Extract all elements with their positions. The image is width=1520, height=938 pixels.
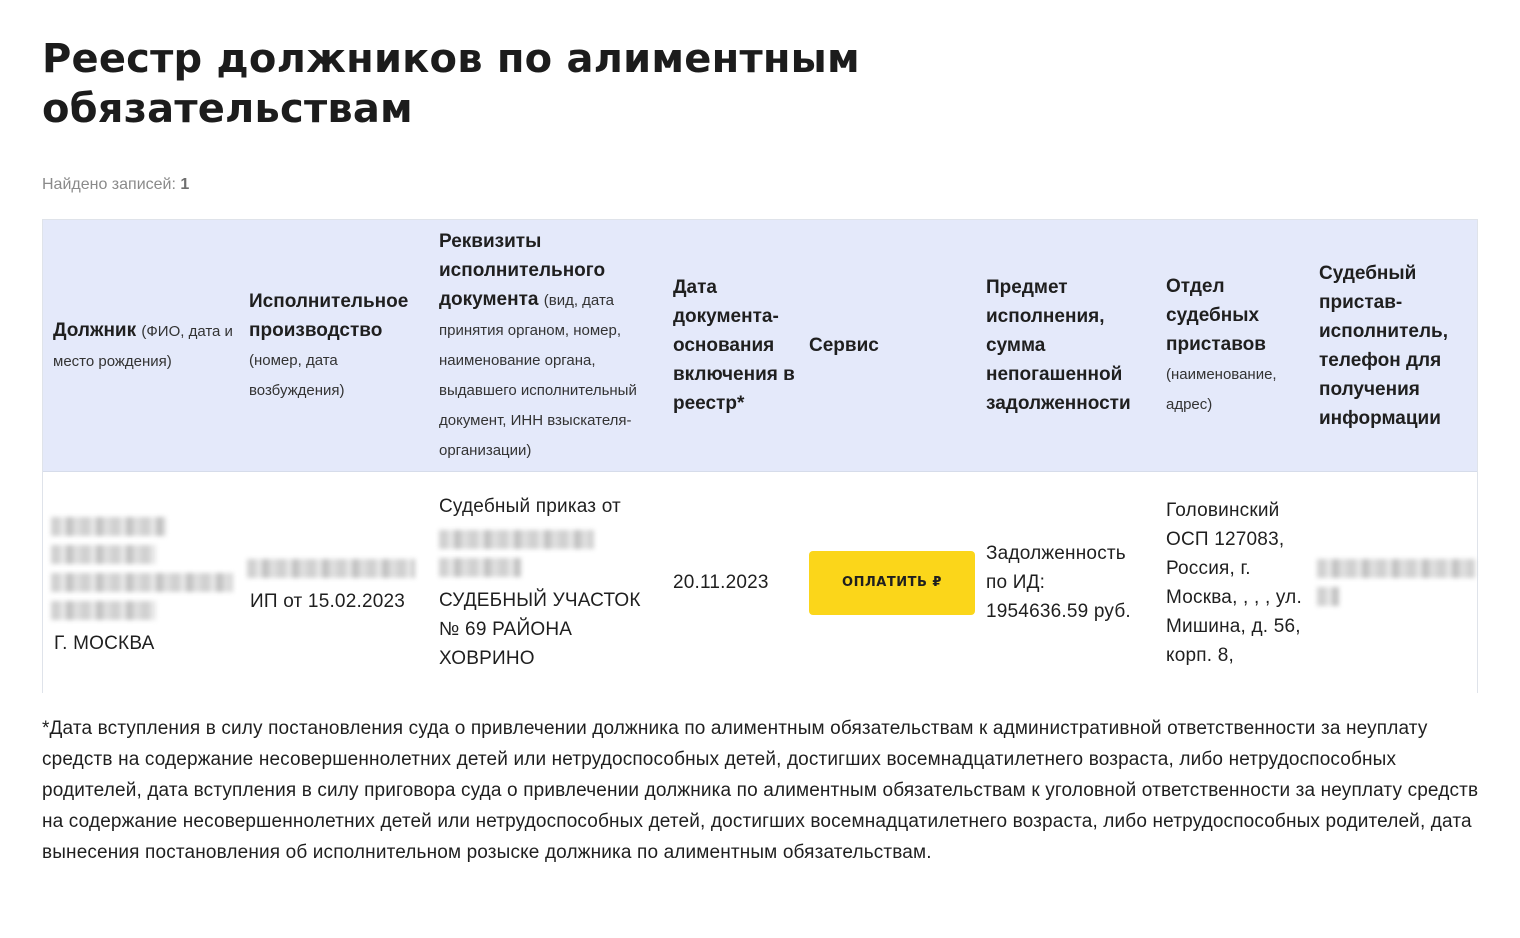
redacted-debtor-birth xyxy=(51,573,233,592)
header-department-note: (наименование, адрес) xyxy=(1166,366,1277,413)
header-document xyxy=(439,220,661,471)
records-count-value: 1 xyxy=(180,176,190,193)
debt-subject: Задолженность по ИД: 1954636.59 руб. xyxy=(986,543,1131,622)
cell-document xyxy=(439,472,661,693)
registry-date: 20.11.2023 xyxy=(673,572,769,593)
redacted-proceeding-number xyxy=(247,559,415,578)
header-registry-date xyxy=(673,220,801,471)
cell-bailiff xyxy=(1317,472,1477,693)
page-title: Реестр должников по алиментным обязательствам xyxy=(42,36,860,132)
cell-debtor xyxy=(51,472,237,693)
header-debtor xyxy=(53,220,238,471)
debtor-registry-table xyxy=(42,219,1478,693)
debtor-place: Г. МОСКВА xyxy=(54,632,155,654)
redacted-bailiff-phone xyxy=(1317,587,1339,606)
redacted-document-date xyxy=(439,530,594,549)
table-header xyxy=(43,220,1477,471)
document-court: СУДЕБНЫЙ УЧАСТОК № 69 РАЙОНА ХОВРИНО xyxy=(439,590,641,669)
header-service xyxy=(809,220,979,471)
cell-department xyxy=(1166,472,1314,693)
bailiff-department: Головинский ОСП 127083, Россия, г. Москва, , , , ул. Мишина, д. 56, корп. 8, xyxy=(1166,499,1302,666)
redacted-document-number xyxy=(439,558,521,577)
header-bailiff-title: Судебный пристав-исполнитель, телефон для получения информации xyxy=(1319,262,1448,429)
header-department xyxy=(1166,220,1308,471)
records-count xyxy=(42,176,189,194)
cell-service xyxy=(809,472,979,693)
redacted-debtor-patronymic xyxy=(51,545,156,564)
redacted-debtor-name xyxy=(51,517,166,536)
header-subject xyxy=(986,220,1148,471)
header-proceeding-note: (номер, дата возбуждения) xyxy=(249,351,345,399)
pay-button[interactable]: ОПЛАТИТЬ ₽ xyxy=(809,551,975,615)
header-debtor-note: (ФИО, дата и место рождения) xyxy=(53,322,233,370)
header-bailiff xyxy=(1319,220,1471,471)
records-label: Найдено записей: xyxy=(42,176,176,193)
cell-subject xyxy=(986,472,1151,693)
header-proceeding-title: Исполнительное производство xyxy=(249,290,409,341)
redacted-bailiff-name xyxy=(1317,559,1475,578)
header-service-title: Сервис xyxy=(809,335,879,356)
header-subject-title: Предмет исполнения, сумма непогашенной задолженности xyxy=(986,277,1131,414)
cell-proceeding xyxy=(247,472,423,693)
header-document-title: Реквизиты исполнительного документа xyxy=(439,230,606,310)
header-registry-date-title: Дата документа-основания включения в реестр* xyxy=(673,277,795,414)
header-department-title: Отдел судебных приставов xyxy=(1166,276,1266,355)
cell-registry-date xyxy=(673,472,801,693)
header-document-note: (вид, дата принятия органом, номер, наименование органа, выдавшего исполнительный документ, ИНН взыскателя-организации) xyxy=(439,291,637,459)
redacted-debtor-birthplace xyxy=(51,601,156,620)
document-type: Судебный приказ от xyxy=(439,496,621,517)
footnote: *Дата вступления в силу постановления суда о привлечении должника по алиментным обязательствам к административной ответственности за неуплату средств на содержание несовершеннолетних детей или нетрудоспособных детей, достигших восемнадцатилетнего возраста, либо нетрудоспособных родителей, дата вступления в силу приговора суда о привлечении должника по алиментным обязательствам к уголовной ответственности за неуплату средств на содержание несовершеннолетних детей или нетрудоспособных детей, достигших восемнадцатилетнего возраста, либо нетрудоспособных родителей, дата вынесения постановления об исполнительном розыске должника по алиментным обязательствам. xyxy=(42,718,1479,863)
table-row xyxy=(43,471,1477,693)
header-debtor-title: Должник xyxy=(53,319,137,341)
proceeding-date: ИП от 15.02.2023 xyxy=(250,590,406,612)
header-proceeding xyxy=(249,220,421,471)
